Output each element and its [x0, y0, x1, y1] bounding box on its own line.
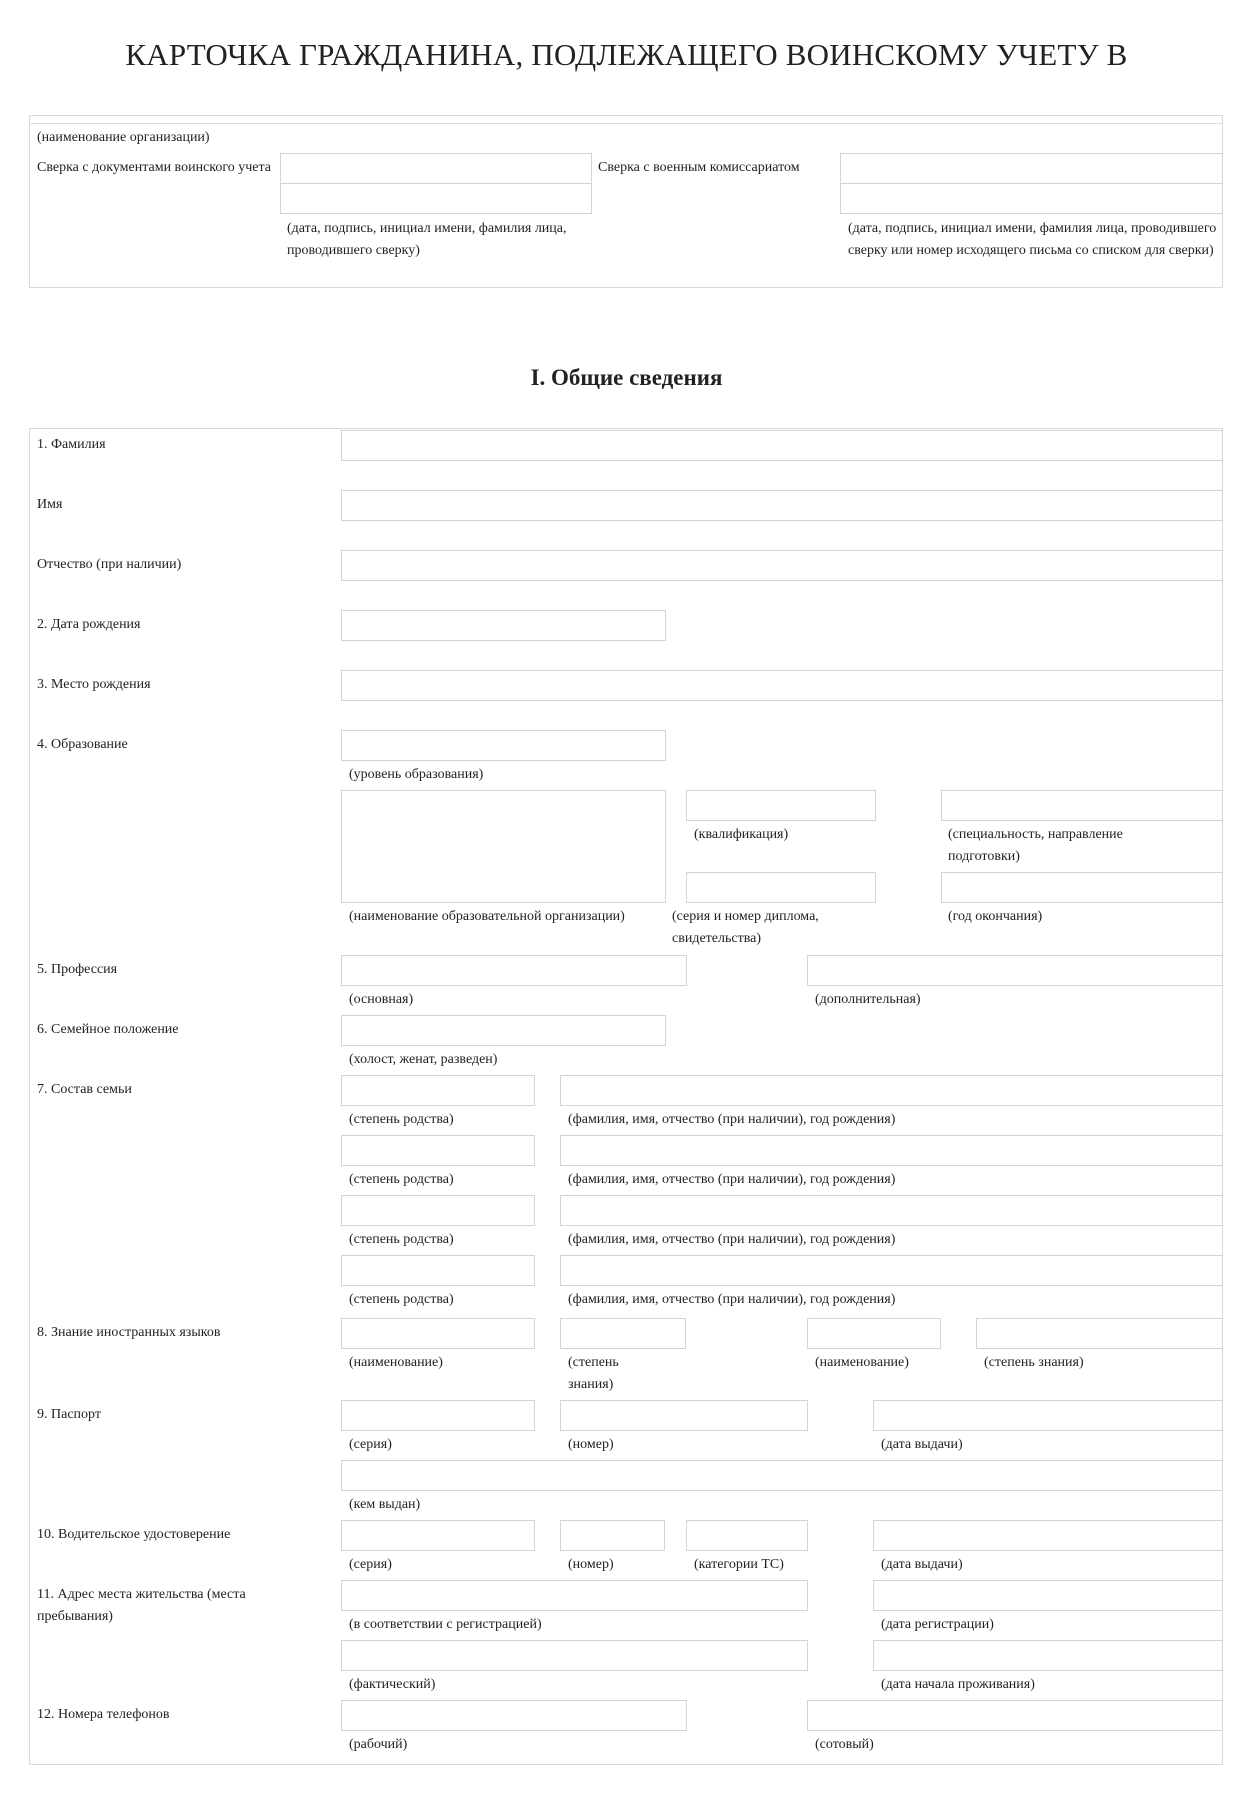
family-relation-input[interactable]	[341, 1135, 535, 1166]
license-series-caption: (серия)	[349, 1557, 392, 1572]
family-person-input[interactable]	[560, 1075, 1223, 1106]
profession-additional-caption: (дополнительная)	[815, 992, 921, 1007]
education-institution-input[interactable]	[341, 790, 666, 903]
phone-mobile-caption: (сотовый)	[815, 1737, 874, 1752]
address-label: 11. Адрес места жительства (места пребывания)	[37, 1587, 246, 1624]
patronymic-input[interactable]	[341, 550, 1223, 581]
registration-date-caption: (дата регистрации)	[881, 1617, 994, 1632]
docs-check-label: Сверка с документами воинского учета	[37, 160, 272, 175]
family-person-input[interactable]	[560, 1255, 1223, 1286]
registration-date-input[interactable]	[873, 1580, 1223, 1611]
commissariat-check-label: Сверка с военным комиссариатом	[598, 160, 800, 175]
family-relation-caption: (степень родства)	[349, 1112, 454, 1127]
birthdate-label: 2. Дата рождения	[37, 617, 141, 632]
family-person-caption: (фамилия, имя, отчество (при наличии), год рождения)	[568, 1232, 896, 1247]
commissariat-check-input-2[interactable]	[840, 183, 1223, 214]
language-level-input-1[interactable]	[560, 1318, 686, 1349]
specialty-input[interactable]	[941, 790, 1223, 821]
family-person-caption: (фамилия, имя, отчество (при наличии), год рождения)	[568, 1112, 896, 1127]
qualification-caption: (квалификация)	[694, 827, 789, 842]
specialty-caption: (специальность, направление подготовки)	[948, 827, 1123, 864]
family-person-caption: (фамилия, имя, отчество (при наличии), год рождения)	[568, 1292, 896, 1307]
section-title: I. Общие сведения	[530, 365, 723, 390]
family-relation-input[interactable]	[341, 1195, 535, 1226]
name-label: Имя	[37, 497, 63, 512]
passport-issue-date-input[interactable]	[873, 1400, 1223, 1431]
family-label: 7. Состав семьи	[37, 1082, 132, 1097]
address-registered-caption: (в соответствии с регистрацией)	[349, 1617, 542, 1632]
docs-check-input-2[interactable]	[280, 183, 592, 214]
marital-input[interactable]	[341, 1015, 666, 1046]
commissariat-check-caption: (дата, подпись, инициал имени, фамилия лица, проводившего сверку или номер исходящего письма со списком для сверки)	[848, 221, 1217, 258]
marital-label: 6. Семейное положение	[37, 1022, 179, 1037]
driver-license-label: 10. Водительское удостоверение	[37, 1527, 231, 1542]
diploma-caption: (серия и номер диплома, свидетельства)	[672, 909, 819, 946]
license-categories-input[interactable]	[686, 1520, 808, 1551]
marital-caption: (холост, женат, разведен)	[349, 1052, 498, 1067]
license-issue-date-input[interactable]	[873, 1520, 1223, 1551]
license-number-input[interactable]	[560, 1520, 665, 1551]
residence-start-caption: (дата начала проживания)	[881, 1677, 1035, 1692]
language-name-input-1[interactable]	[341, 1318, 535, 1349]
passport-issued-by-input[interactable]	[341, 1460, 1223, 1491]
profession-label: 5. Профессия	[37, 962, 118, 977]
language-level-input-2[interactable]	[976, 1318, 1223, 1349]
language-name-input-2[interactable]	[807, 1318, 941, 1349]
address-actual-caption: (фактический)	[349, 1677, 436, 1692]
license-number-caption: (номер)	[568, 1557, 614, 1572]
family-person-input[interactable]	[560, 1195, 1223, 1226]
diploma-input[interactable]	[686, 872, 876, 903]
license-issue-date-caption: (дата выдачи)	[881, 1557, 963, 1572]
education-level-input[interactable]	[341, 730, 666, 761]
family-relation-caption: (степень родства)	[349, 1232, 454, 1247]
page-title: КАРТОЧКА ГРАЖДАНИНА, ПОДЛЕЖАЩЕГО ВОИНСКОМУ УЧЕТУ В	[125, 37, 1128, 72]
passport-series-caption: (серия)	[349, 1437, 392, 1452]
passport-label: 9. Паспорт	[37, 1407, 101, 1422]
license-categories-caption: (категории ТС)	[694, 1557, 784, 1572]
language-name-caption-2: (наименование)	[815, 1355, 909, 1370]
phone-work-input[interactable]	[341, 1700, 687, 1731]
name-input[interactable]	[341, 490, 1223, 521]
commissariat-check-input-1[interactable]	[840, 153, 1223, 184]
phones-label: 12. Номера телефонов	[37, 1707, 170, 1722]
family-relation-caption: (степень родства)	[349, 1292, 454, 1307]
family-relation-input[interactable]	[341, 1075, 535, 1106]
graduation-year-caption: (год окончания)	[948, 909, 1043, 924]
education-institution-caption: (наименование образовательной организации)	[349, 909, 625, 924]
docs-check-caption: (дата, подпись, инициал имени, фамилия лица, проводившего сверку)	[287, 221, 567, 258]
passport-number-input[interactable]	[560, 1400, 808, 1431]
profession-main-caption: (основная)	[349, 992, 414, 1007]
organization-name-line	[29, 123, 1223, 124]
phone-work-caption: (рабочий)	[349, 1737, 408, 1752]
education-level-caption: (уровень образования)	[349, 767, 484, 782]
docs-check-input-1[interactable]	[280, 153, 592, 184]
languages-label: 8. Знание иностранных языков	[37, 1325, 221, 1340]
passport-issued-by-caption: (кем выдан)	[349, 1497, 421, 1512]
address-actual-input[interactable]	[341, 1640, 808, 1671]
organization-caption: (наименование организации)	[37, 130, 210, 145]
family-relation-input[interactable]	[341, 1255, 535, 1286]
language-level-caption-1: (степень знания)	[568, 1355, 619, 1392]
surname-label: 1. Фамилия	[37, 437, 106, 452]
passport-issue-date-caption: (дата выдачи)	[881, 1437, 963, 1452]
profession-main-input[interactable]	[341, 955, 687, 986]
education-label: 4. Образование	[37, 737, 128, 752]
profession-additional-input[interactable]	[807, 955, 1223, 986]
language-name-caption-1: (наименование)	[349, 1355, 443, 1370]
residence-start-input[interactable]	[873, 1640, 1223, 1671]
passport-series-input[interactable]	[341, 1400, 535, 1431]
surname-input[interactable]	[341, 430, 1223, 461]
qualification-input[interactable]	[686, 790, 876, 821]
phone-mobile-input[interactable]	[807, 1700, 1223, 1731]
graduation-year-input[interactable]	[941, 872, 1223, 903]
birthplace-input[interactable]	[341, 670, 1223, 701]
passport-number-caption: (номер)	[568, 1437, 614, 1452]
address-registered-input[interactable]	[341, 1580, 808, 1611]
family-person-input[interactable]	[560, 1135, 1223, 1166]
patronymic-label: Отчество (при наличии)	[37, 557, 182, 572]
family-relation-caption: (степень родства)	[349, 1172, 454, 1187]
birthdate-input[interactable]	[341, 610, 666, 641]
language-level-caption-2: (степень знания)	[984, 1355, 1084, 1370]
license-series-input[interactable]	[341, 1520, 535, 1551]
family-person-caption: (фамилия, имя, отчество (при наличии), год рождения)	[568, 1172, 896, 1187]
birthplace-label: 3. Место рождения	[37, 677, 151, 692]
